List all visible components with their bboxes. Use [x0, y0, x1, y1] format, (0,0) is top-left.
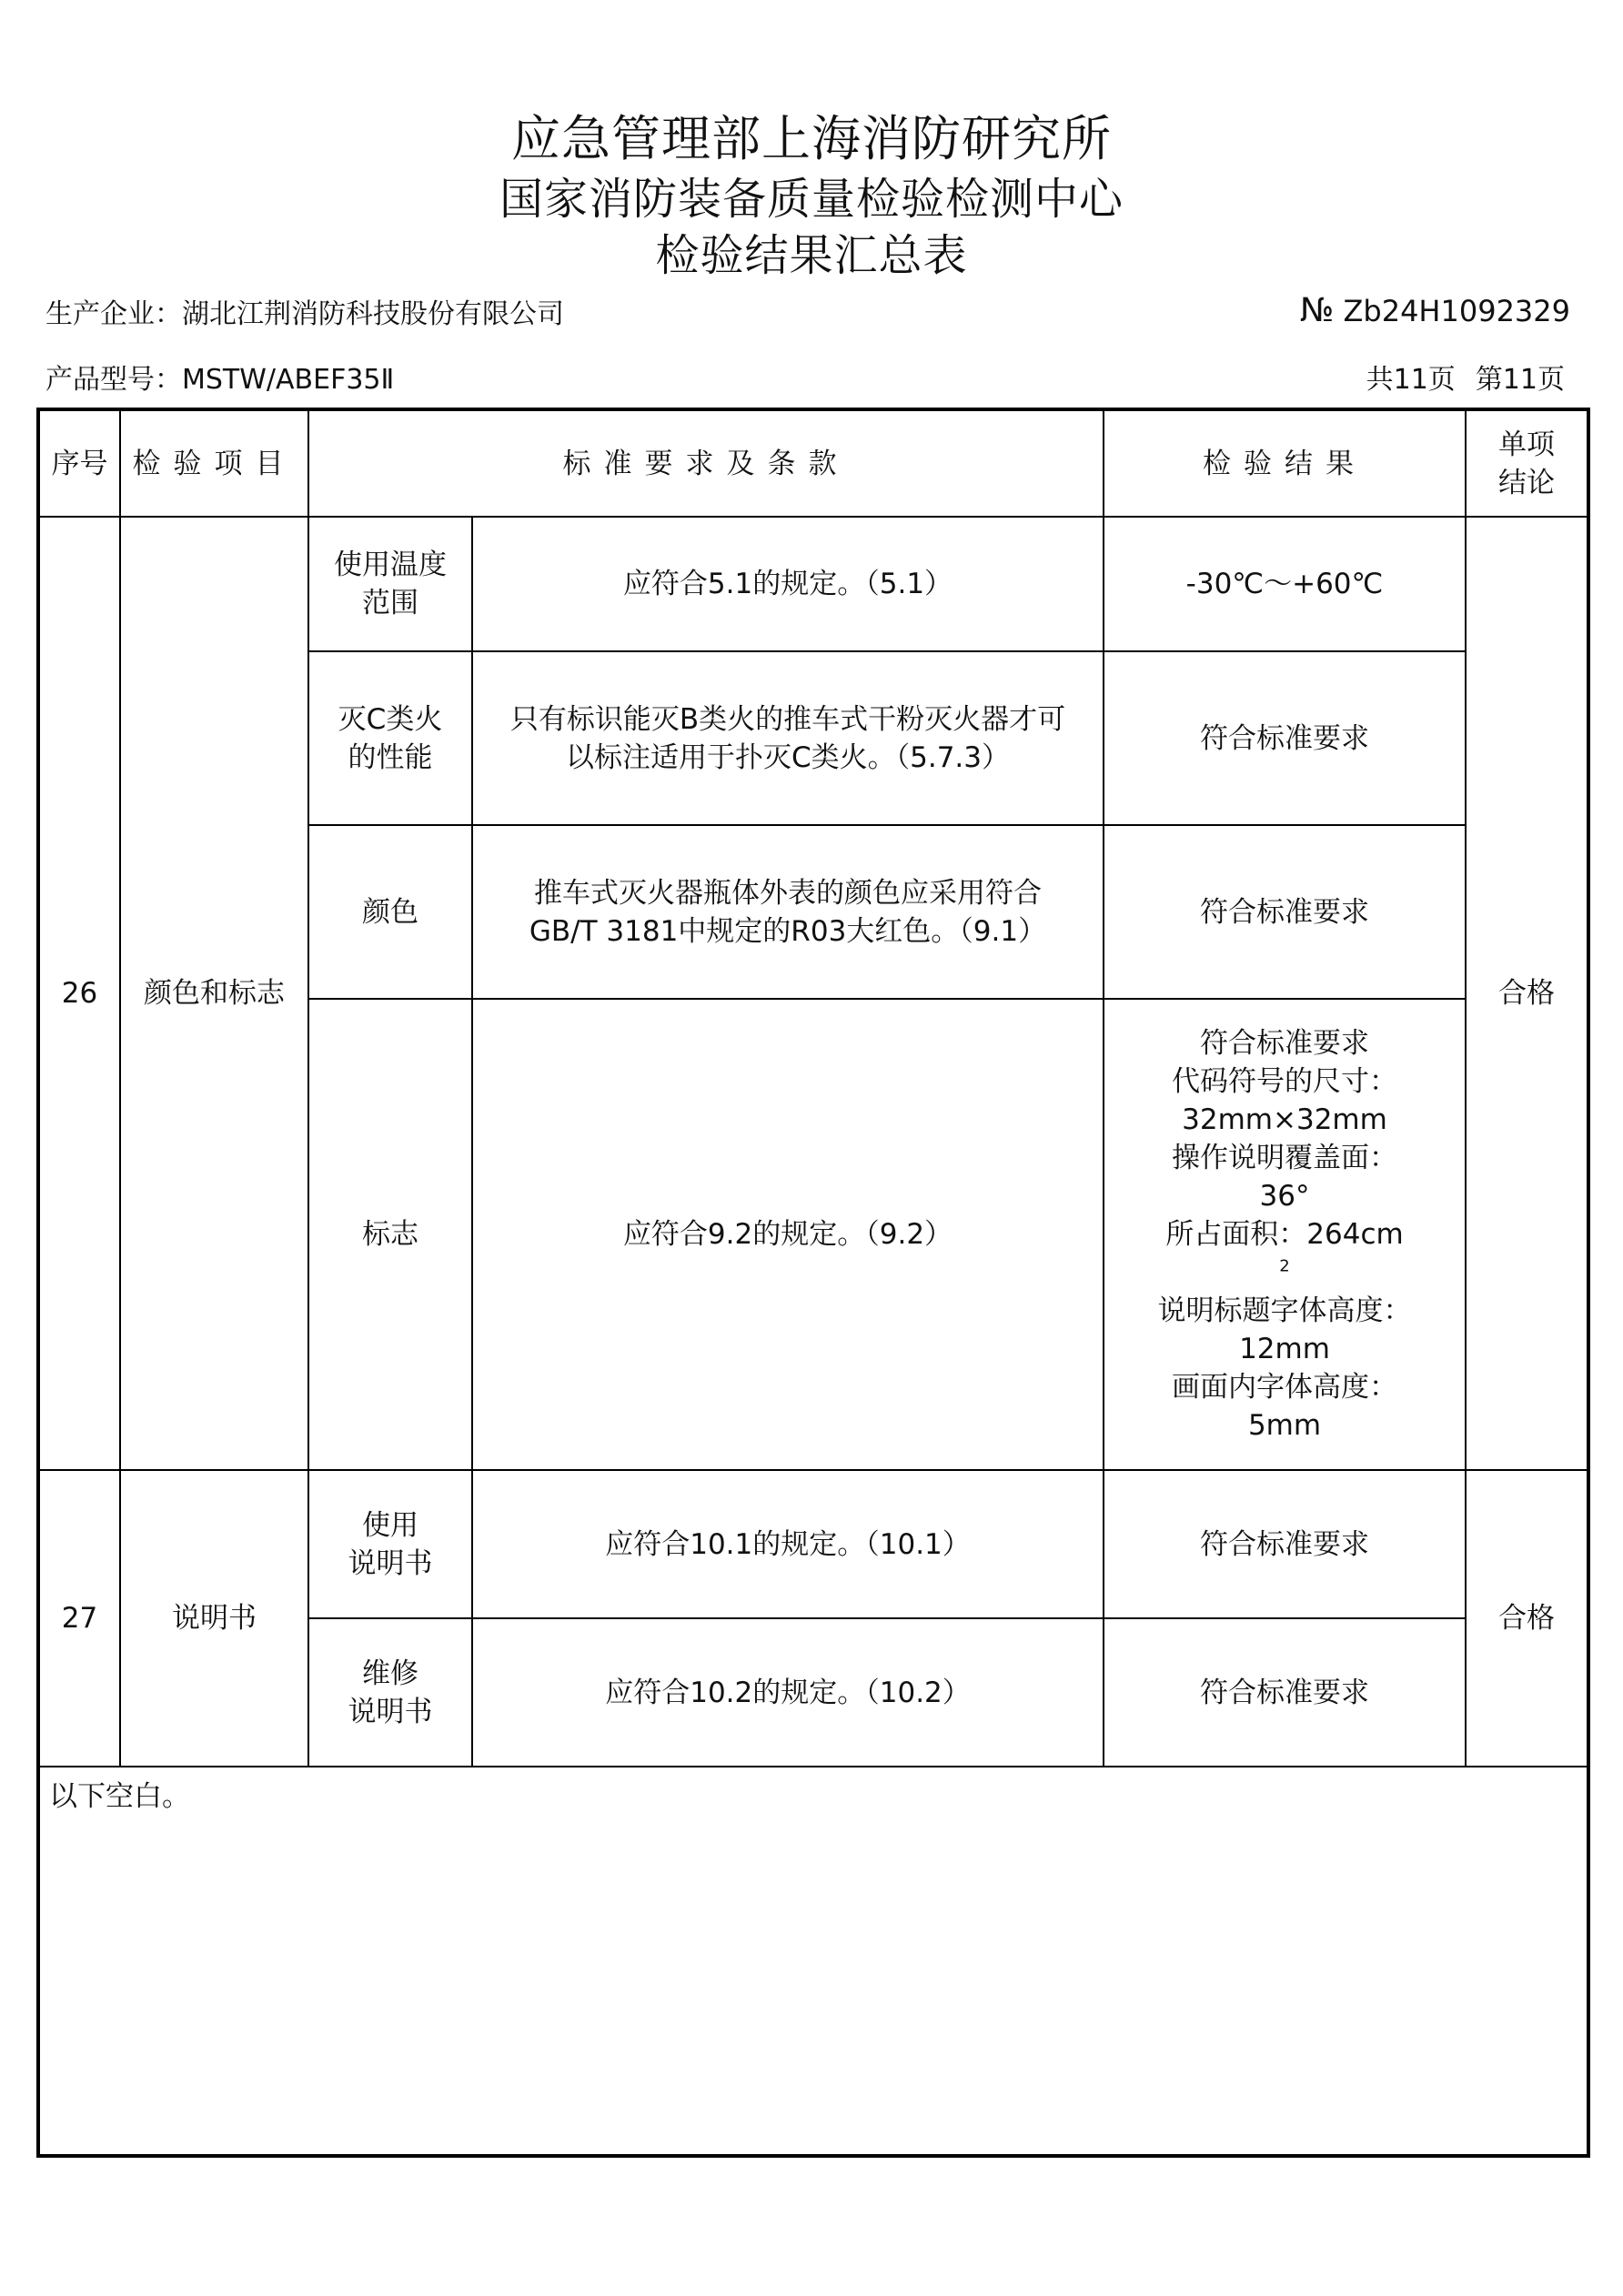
- number-symbol: №: [1299, 292, 1335, 329]
- sub-item-line: 使用温度: [334, 549, 447, 581]
- seq-cell: 26: [40, 517, 120, 1470]
- seq-cell: 27: [40, 1470, 120, 1767]
- manufacturer-name: 湖北江荆消防科技股份有限公司: [182, 298, 564, 330]
- standard-cell: [472, 1470, 1104, 1618]
- sub-item-cell: [308, 999, 472, 1470]
- result-line: 符合标准要求: [1200, 721, 1369, 755]
- standard-line: 推车式灭火器瓶体外表的颜色应采用符合: [534, 876, 1042, 910]
- page-counter: [1346, 362, 1565, 398]
- header-item: 检验项目: [120, 411, 308, 517]
- sub-item-line: 说明书: [348, 1695, 433, 1728]
- result-cell: [1104, 825, 1466, 999]
- result-line: 符合标准要求: [1200, 1676, 1369, 1709]
- standard-cell: [472, 1618, 1104, 1767]
- area-value: 所占面积：264cm: [1165, 1218, 1404, 1251]
- table-header-row: [40, 411, 1587, 517]
- blank-remainder-note: 以下空白。: [49, 1780, 190, 1813]
- results-table: [40, 411, 1587, 1767]
- result-line: 说明标题字体高度：: [1157, 1294, 1412, 1327]
- standard-line: 应符合5.1的规定。（5.1）: [622, 568, 953, 600]
- model-value: MSTW/ABEF35Ⅱ: [182, 364, 395, 396]
- standard-cell: [472, 825, 1104, 999]
- sub-item-line: 维修: [362, 1657, 418, 1690]
- standard-line: 以标注适用于扑灭C类火。（5.7.3）: [565, 740, 1011, 774]
- item-cell: 说明书: [120, 1470, 308, 1767]
- result-line: 符合标准要求: [1200, 1527, 1369, 1561]
- sub-item-cell: [308, 651, 472, 825]
- sub-item-cell: [308, 825, 472, 999]
- area-superscript: 2: [1279, 1256, 1290, 1276]
- result-line: 5mm: [1247, 1409, 1322, 1442]
- manufacturer-line: [45, 297, 564, 333]
- sub-item-line: 灭C类火: [338, 702, 443, 736]
- sub-item-line: 标志: [362, 1218, 418, 1251]
- header-conclusion-line: 单项: [1498, 428, 1555, 461]
- manufacturer-label: 生产企业：: [45, 298, 182, 330]
- result-line: 12mm: [1239, 1333, 1330, 1365]
- result-line: 符合标准要求: [1200, 895, 1369, 929]
- standard-line: GB/T 3181中规定的R03大红色。（9.1）: [529, 914, 1047, 948]
- header-conclusion-line: 结论: [1498, 466, 1555, 499]
- result-cell: [1104, 517, 1466, 651]
- result-sheet: [36, 408, 1590, 2158]
- standard-cell: [472, 651, 1104, 825]
- sub-item-cell: [308, 517, 472, 651]
- result-line: 符合标准要求: [1200, 1027, 1369, 1060]
- center-title: 国家消防装备质量检验检测中心: [499, 174, 1124, 225]
- sub-item-line: 说明书: [348, 1546, 433, 1580]
- sub-item-line: 颜色: [362, 895, 418, 929]
- result-cell: [1104, 651, 1466, 825]
- header-result: 检验结果: [1104, 411, 1466, 517]
- report-number: [1300, 293, 1570, 329]
- result-line: 代码符号的尺寸：: [1172, 1065, 1397, 1098]
- result-line: [1104, 1215, 1465, 1292]
- table-row: [40, 1470, 1587, 1618]
- report-number-value: Zb24H1092329: [1343, 294, 1570, 328]
- header-standard: 标准要求及条款: [308, 411, 1104, 517]
- total-pages: 共11页: [1366, 364, 1456, 396]
- document-title: 检验结果汇总表: [655, 230, 968, 281]
- sub-item-line: 范围: [362, 587, 418, 619]
- model-line: [45, 362, 394, 398]
- result-line: 36°: [1259, 1180, 1310, 1213]
- result-line: 操作说明覆盖面：: [1172, 1142, 1397, 1174]
- standard-line: 应符合10.1的规定。（10.1）: [605, 1527, 971, 1561]
- result-cell: [1104, 1470, 1466, 1618]
- conclusion-cell: 合格: [1466, 1470, 1587, 1767]
- header-conclusion: [1466, 411, 1587, 517]
- sub-item-line: 使用: [362, 1508, 418, 1542]
- sub-item-cell: [308, 1470, 472, 1618]
- standard-line: 应符合10.2的规定。（10.2）: [605, 1676, 971, 1709]
- standard-cell: [472, 517, 1104, 651]
- item-cell: 颜色和标志: [120, 517, 308, 1470]
- institute-title: 应急管理部上海消防研究所: [511, 110, 1112, 167]
- result-cell: [1104, 1618, 1466, 1767]
- result-line: 画面内字体高度：: [1172, 1371, 1397, 1404]
- result-line: 32mm×32mm: [1182, 1103, 1387, 1136]
- current-page: 第11页: [1475, 364, 1565, 396]
- conclusion-cell: 合格: [1466, 517, 1587, 1470]
- standard-line: 应符合9.2的规定。（9.2）: [622, 1218, 953, 1251]
- result-cell: [1104, 999, 1466, 1470]
- sub-item-line: 的性能: [348, 740, 433, 774]
- standard-cell: [472, 999, 1104, 1470]
- standard-line: 只有标识能灭B类火的推车式干粉灭火器才可: [509, 702, 1066, 736]
- model-label: 产品型号：: [45, 364, 182, 396]
- table-row: [40, 517, 1587, 651]
- sub-item-cell: [308, 1618, 472, 1767]
- result-line: -30℃～+60℃: [1185, 568, 1384, 600]
- header-seq: 序号: [40, 411, 120, 517]
